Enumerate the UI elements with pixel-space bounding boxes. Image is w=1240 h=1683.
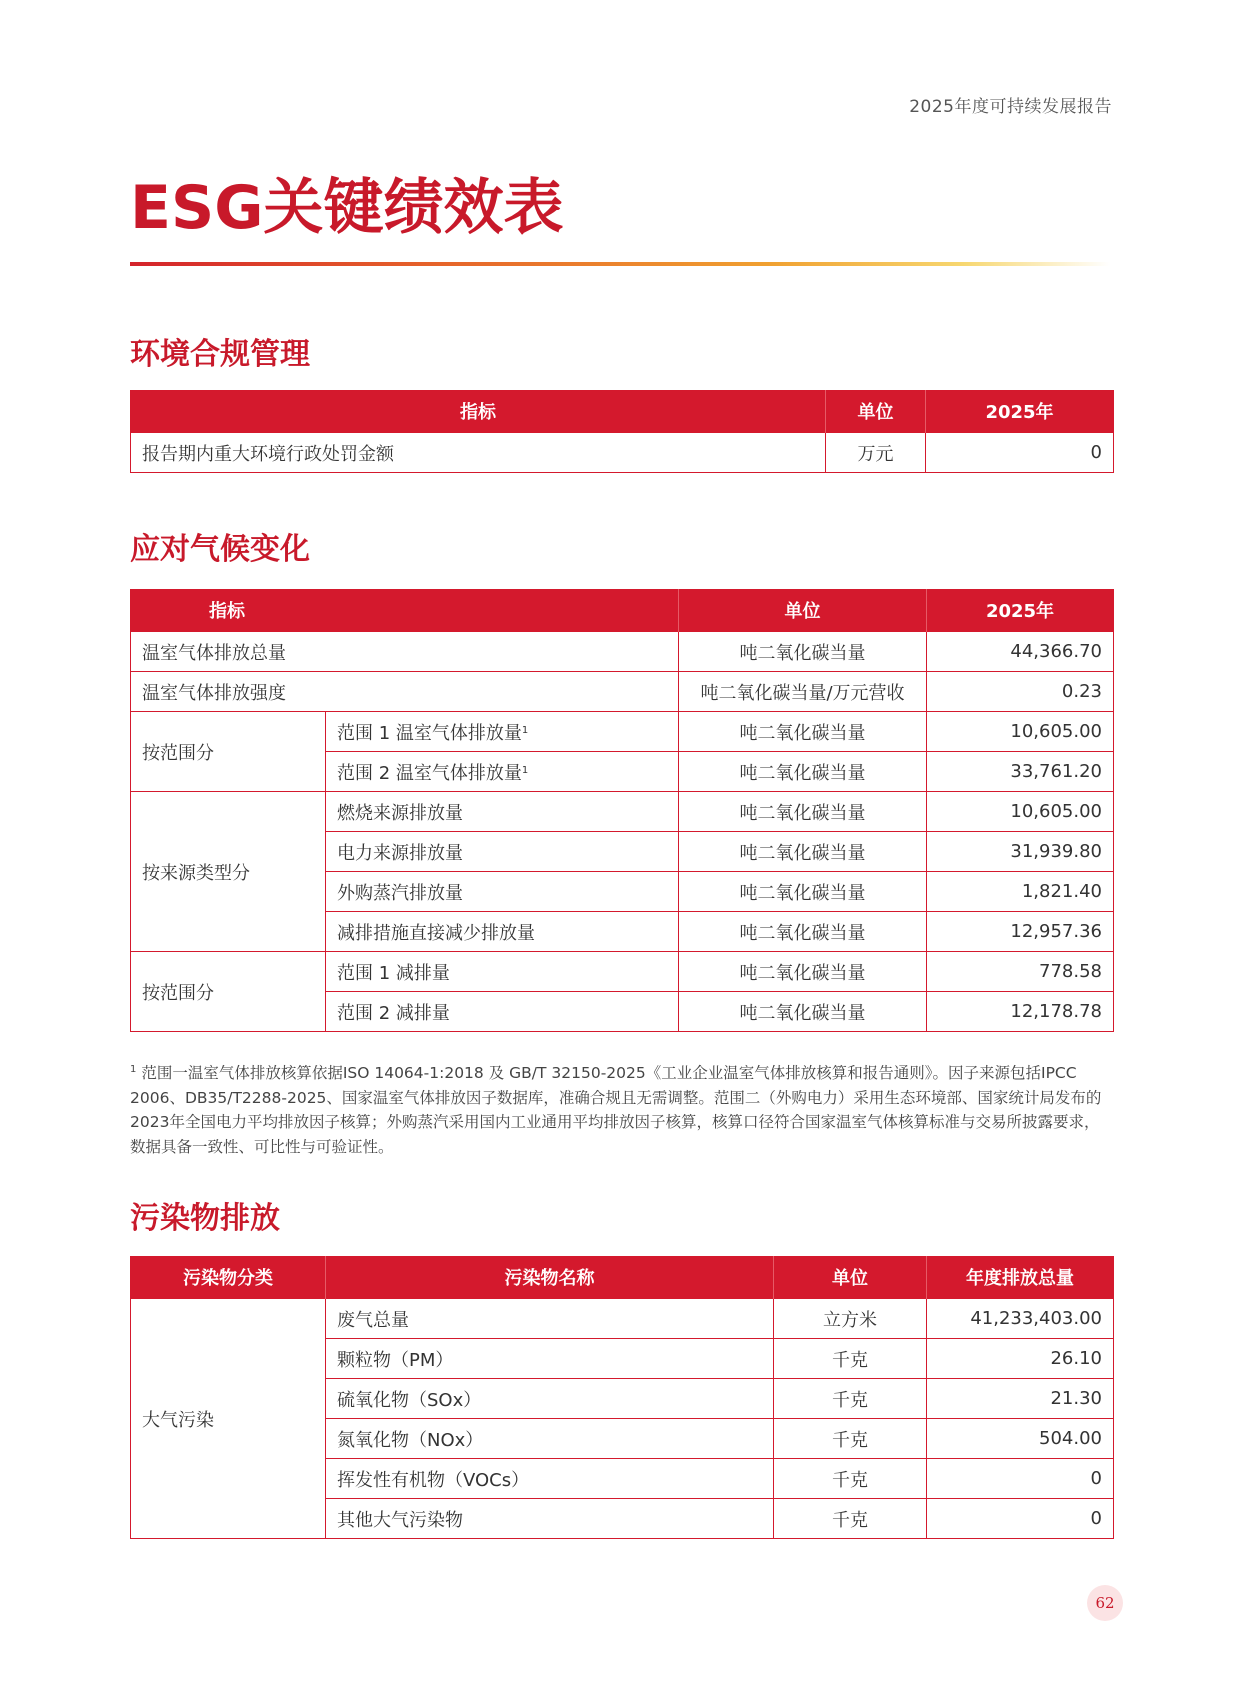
value-cell: 0.23: [927, 672, 1114, 712]
value-cell: 12,178.78: [927, 992, 1114, 1032]
value-cell: 31,939.80: [927, 832, 1114, 872]
value-cell: 44,366.70: [927, 632, 1114, 672]
group-label: 按范围分: [131, 952, 326, 1032]
table-header-row: [131, 1256, 1114, 1299]
unit-cell: 吨二氧化碳当量/万元营收: [679, 672, 927, 712]
indicator-label: 温室气体排放总量: [131, 632, 679, 672]
col-header-indicator: 指标: [131, 390, 826, 433]
table-row: [131, 672, 1114, 712]
table-header-row: [131, 390, 1114, 433]
pollutant-name: 挥发性有机物（VOCs）: [326, 1459, 774, 1499]
footnote-ref: 1: [521, 764, 529, 776]
indicator-label: 范围 2 减排量: [326, 992, 679, 1032]
table-row: [131, 792, 1114, 832]
footnote-ref: 1: [521, 724, 529, 736]
pollution-table: [130, 1256, 1114, 1539]
unit-cell: 吨二氧化碳当量: [679, 632, 927, 672]
env-compliance-table: [130, 390, 1114, 473]
unit-cell: 万元: [826, 433, 926, 473]
unit-cell: 千克: [774, 1379, 927, 1419]
unit-cell: 吨二氧化碳当量: [679, 872, 927, 912]
indicator-label: 减排措施直接减少排放量: [326, 912, 679, 952]
climate-table: [130, 589, 1114, 1032]
unit-cell: 立方米: [774, 1299, 927, 1339]
table-row: [131, 1299, 1114, 1339]
indicator-label: 温室气体排放强度: [131, 672, 679, 712]
indicator-label: 报告期内重大环境行政处罚金额: [131, 433, 826, 473]
col-header-unit: 单位: [774, 1256, 927, 1299]
footnote-text: 范围一温室气体排放核算依据ISO 14064-1:2018 及 GB/T 32150-2025《工业企业温室气体排放核算和报告通则》。因子来源包括IPCC 2006、DB35/T2288-2025、国家温室气体排放因子数据库，准确合规且无需调整。范围二（外购电力）采用生态环境部、国家统计局发布的2023年全国电力平均排放因子核算；外购蒸汽采用国内工业通用平均排放因子核算，核算口径符合国家温室气体核算标准与交易所披露要求，数据具备一致性、可比性与可验证性。: [130, 1064, 1102, 1156]
group-label: 按范围分: [131, 712, 326, 792]
col-header-name: 污染物名称: [326, 1256, 774, 1299]
col-header-year: 2025年: [926, 390, 1114, 433]
col-header-unit: 单位: [826, 390, 926, 433]
col-header-total: 年度排放总量: [927, 1256, 1114, 1299]
table-row: [131, 712, 1114, 752]
unit-cell: 吨二氧化碳当量: [679, 992, 927, 1032]
report-label: 2025年度可持续发展报告: [909, 97, 1112, 117]
value-cell: 1,821.40: [927, 872, 1114, 912]
value-cell: 10,605.00: [927, 792, 1114, 832]
indicator-label: 范围 1 减排量: [326, 952, 679, 992]
indicator-label: 燃烧来源排放量: [326, 792, 679, 832]
unit-cell: 千克: [774, 1339, 927, 1379]
value-cell: 0: [927, 1459, 1114, 1499]
unit-cell: 吨二氧化碳当量: [679, 832, 927, 872]
climate-footnote: [130, 1058, 1113, 1159]
value-cell: 41,233,403.00: [927, 1299, 1114, 1339]
pollutant-name: 其他大气污染物: [326, 1499, 774, 1539]
col-header-unit: 单位: [679, 589, 927, 632]
value-cell: 12,957.36: [927, 912, 1114, 952]
pollutant-name: 氮氧化物（NOx）: [326, 1419, 774, 1459]
group-label: 按来源类型分: [131, 792, 326, 952]
table-row: [131, 632, 1114, 672]
unit-cell: 千克: [774, 1419, 927, 1459]
unit-cell: 吨二氧化碳当量: [679, 912, 927, 952]
section-title-pollution: 污染物排放: [130, 1201, 280, 1236]
value-cell: 778.58: [927, 952, 1114, 992]
unit-cell: 千克: [774, 1499, 927, 1539]
value-cell: 0: [927, 1499, 1114, 1539]
unit-cell: 千克: [774, 1459, 927, 1499]
group-label: 大气污染: [131, 1299, 326, 1539]
indicator-label: 外购蒸汽排放量: [326, 872, 679, 912]
pollutant-name: 颗粒物（PM）: [326, 1339, 774, 1379]
unit-cell: 吨二氧化碳当量: [679, 792, 927, 832]
indicator-label: 电力来源排放量: [326, 832, 679, 872]
value-cell: 21.30: [927, 1379, 1114, 1419]
value-cell: 504.00: [927, 1419, 1114, 1459]
col-header-year: 2025年: [927, 589, 1114, 632]
unit-cell: 吨二氧化碳当量: [679, 952, 927, 992]
table-row: [131, 952, 1114, 992]
indicator-label: 范围 1 温室气体排放量$^1$: [326, 712, 679, 752]
pollutant-name: 废气总量: [326, 1299, 774, 1339]
value-cell: 10,605.00: [927, 712, 1114, 752]
value-cell: 0: [926, 433, 1114, 473]
table-header-row: [131, 589, 1114, 632]
col-header-category: 污染物分类: [131, 1256, 326, 1299]
page-title: ESG关键绩效表: [130, 173, 564, 243]
pollutant-name: 硫氧化物（SOx）: [326, 1379, 774, 1419]
title-gradient-rule: [130, 262, 1110, 266]
section-title-climate: 应对气候变化: [130, 532, 310, 567]
table-row: [131, 433, 1114, 473]
value-cell: 26.10: [927, 1339, 1114, 1379]
value-cell: 33,761.20: [927, 752, 1114, 792]
footnote-marker: 1: [130, 1064, 137, 1075]
section-title-env: 环境合规管理: [130, 337, 310, 372]
unit-cell: 吨二氧化碳当量: [679, 752, 927, 792]
page-number: 62: [1087, 1585, 1123, 1621]
col-header-indicator: 指标: [131, 589, 679, 632]
indicator-label: 范围 2 温室气体排放量$^1$: [326, 752, 679, 792]
unit-cell: 吨二氧化碳当量: [679, 712, 927, 752]
